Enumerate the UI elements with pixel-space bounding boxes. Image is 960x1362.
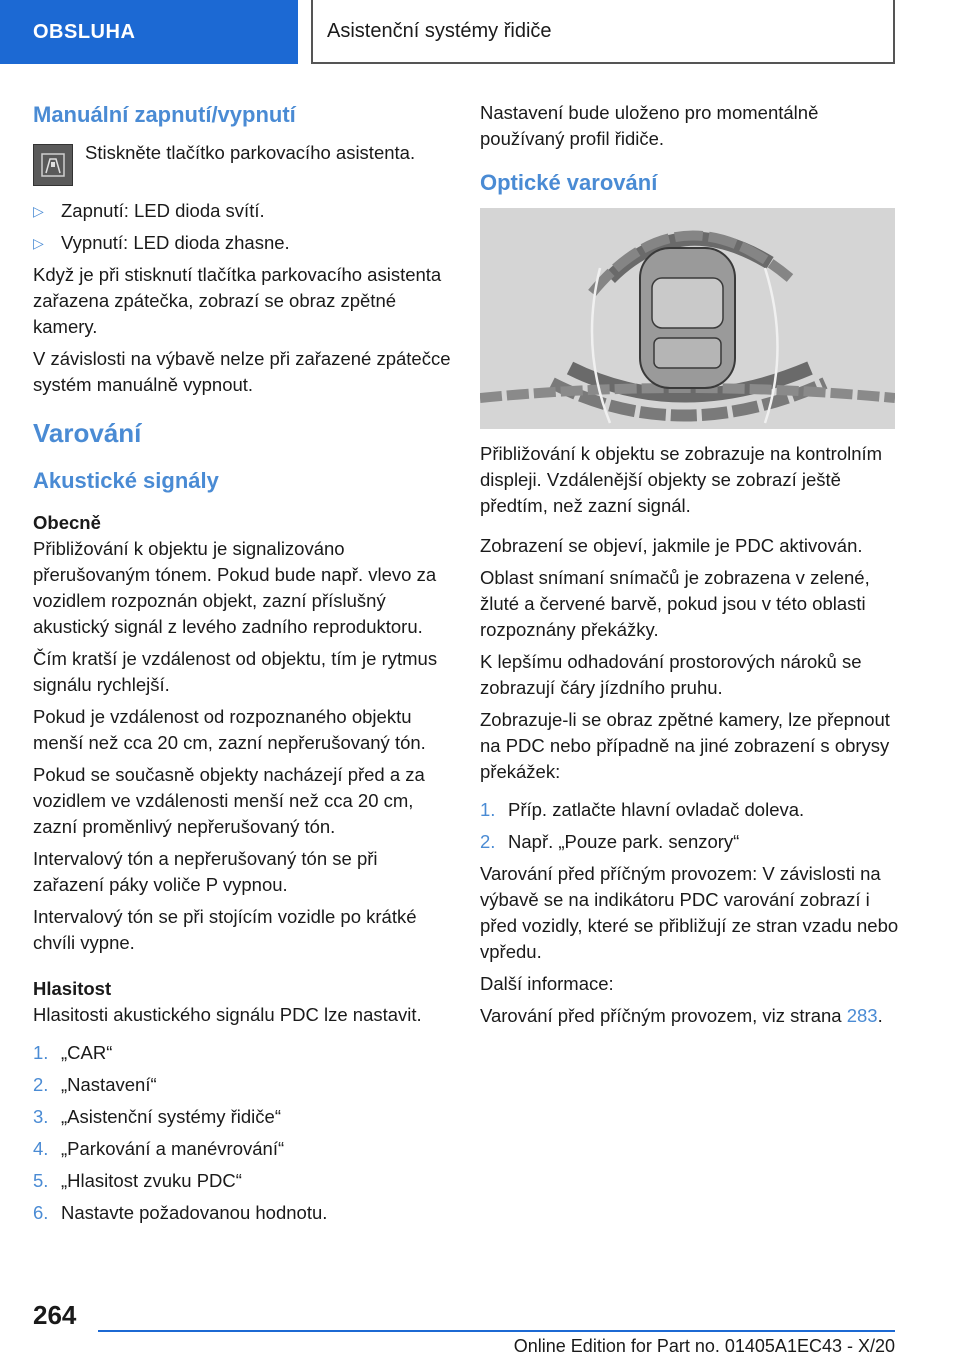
manual-title: Manuální zapnutí/vypnutí bbox=[33, 102, 296, 127]
list-item: 1. Příp. zatlačte hlavní ovladač doleva. bbox=[480, 799, 805, 820]
paragraph: Pokud je vzdálenost od rozpoznaného objektu menší než cca 20 cm, zazní nepřerušovaný tón. bbox=[33, 706, 426, 753]
acoustic-title: Akustické signály bbox=[33, 468, 219, 493]
chapter-label: Asistenční systémy řidiče bbox=[327, 19, 552, 42]
paragraph: Další informace: bbox=[480, 973, 614, 994]
triangle-bullet-icon: ▷ bbox=[33, 203, 44, 219]
list-item: 5. „Hlasitost zvuku PDC“ bbox=[33, 1170, 242, 1191]
paragraph: Nastavení bude uloženo pro momentálně používaný profil řidiče. bbox=[480, 102, 819, 149]
paragraph: Intervalový tón se při stojícím vozidle po krátké chvíli vypne. bbox=[33, 906, 417, 953]
pdc-display-image bbox=[480, 208, 895, 429]
list-item: 4. „Parkování a manévrování“ bbox=[33, 1138, 285, 1159]
paragraph: Když je při stisknutí tlačítka parkovacího asistenta zařazena zpátečka, zobrazí se obraz zpětné kamery. bbox=[33, 264, 442, 337]
paragraph: Přibližování k objektu je signalizováno přerušovaným tónem. Pokud bude např. vlevo za vozidlem rozpoznán objekt, zazní příslušný akustický signál z levého zadního reproduktoru. bbox=[33, 538, 437, 637]
list-item: 6. Nastavte požadovanou hodnotu. bbox=[33, 1202, 328, 1223]
general-title: Obecně bbox=[33, 512, 101, 533]
paragraph: Přibližování k objektu se zobrazuje na kontrolním displeji. Vzdálenější objekty se zobrazí ještě předtím, než zazní signál. bbox=[480, 443, 883, 516]
section-label: OBSLUHA bbox=[33, 20, 136, 43]
list-item: ▷ Vypnutí: LED dioda zhasne. bbox=[33, 230, 453, 256]
paragraph: Intervalový tón a nepřerušovaný tón se při zařazení páky voliče P vypnou. bbox=[33, 848, 378, 895]
optical-title: Optické varování bbox=[480, 170, 658, 195]
chapter-header bbox=[311, 0, 895, 64]
parking-assistant-button-icon bbox=[33, 144, 73, 186]
paragraph: Oblast snímaní snímačů je zobrazena v zelené, žluté a červené barvě, pokud jsou v této oblasti rozpoznány překážky. bbox=[480, 567, 870, 640]
paragraph: Pokud se současně objekty nacházejí před a za vozidlem ve vzdálenosti menší než cca 20 cm, zazní proměnlivý nepřerušovaný tón. bbox=[33, 764, 425, 837]
edition-text: Online Edition for Part no. 01405A1EC43 - X/20 bbox=[513, 1336, 895, 1356]
warning-title: Varování bbox=[33, 418, 142, 448]
paragraph: Varování před příčným provozem: V závislosti na výbavě se na indikátoru PDC varování zobrazí i před vozidly, které se přibližují ze stran vzadu nebo vpředu. bbox=[480, 863, 899, 962]
paragraph: V závislosti na výbavě nelze při zařazené zpátečce systém manuálně vypnout. bbox=[33, 348, 451, 395]
triangle-bullet-icon: ▷ bbox=[33, 235, 44, 251]
footer-divider bbox=[98, 1330, 895, 1332]
volume-title: Hlasitost bbox=[33, 978, 112, 999]
page-link[interactable]: 283 bbox=[846, 1005, 878, 1026]
page-number: 264 bbox=[33, 1300, 77, 1330]
paragraph: Zobrazuje-li se obraz zpětné kamery, lze přepnout na PDC nebo případně na jiné zobrazení s obrysy překážek: bbox=[480, 709, 890, 782]
list-item: 3. „Asistenční systémy řidiče“ bbox=[33, 1106, 281, 1127]
paragraph: Hlasitosti akustického signálu PDC lze nastavit. bbox=[33, 1004, 422, 1025]
left-column bbox=[33, 100, 453, 1232]
right-column bbox=[480, 100, 900, 1035]
list-item: 2. „Nastavení“ bbox=[33, 1074, 157, 1095]
section-tab bbox=[0, 0, 298, 64]
paragraph: Čím kratší je vzdálenost od objektu, tím je rytmus signálu rychlejší. bbox=[33, 648, 438, 695]
manual-text: Stiskněte tlačítko parkovacího asistenta. bbox=[85, 142, 416, 163]
list-item: ▷ Zapnutí: LED dioda svítí. bbox=[33, 198, 453, 224]
paragraph: K lepšímu odhadování prostorových nároků se zobrazují čáry jízdního pruhu. bbox=[480, 651, 862, 698]
list-item: 2. Např. „Pouze park. senzory“ bbox=[480, 831, 740, 852]
list-item: 1. „CAR“ bbox=[33, 1042, 113, 1063]
paragraph: Varování před příčným provozem, viz strana 283. bbox=[480, 1005, 883, 1026]
paragraph: Zobrazení se objeví, jakmile je PDC aktivován. bbox=[480, 535, 863, 556]
manual-instruction bbox=[33, 140, 453, 186]
